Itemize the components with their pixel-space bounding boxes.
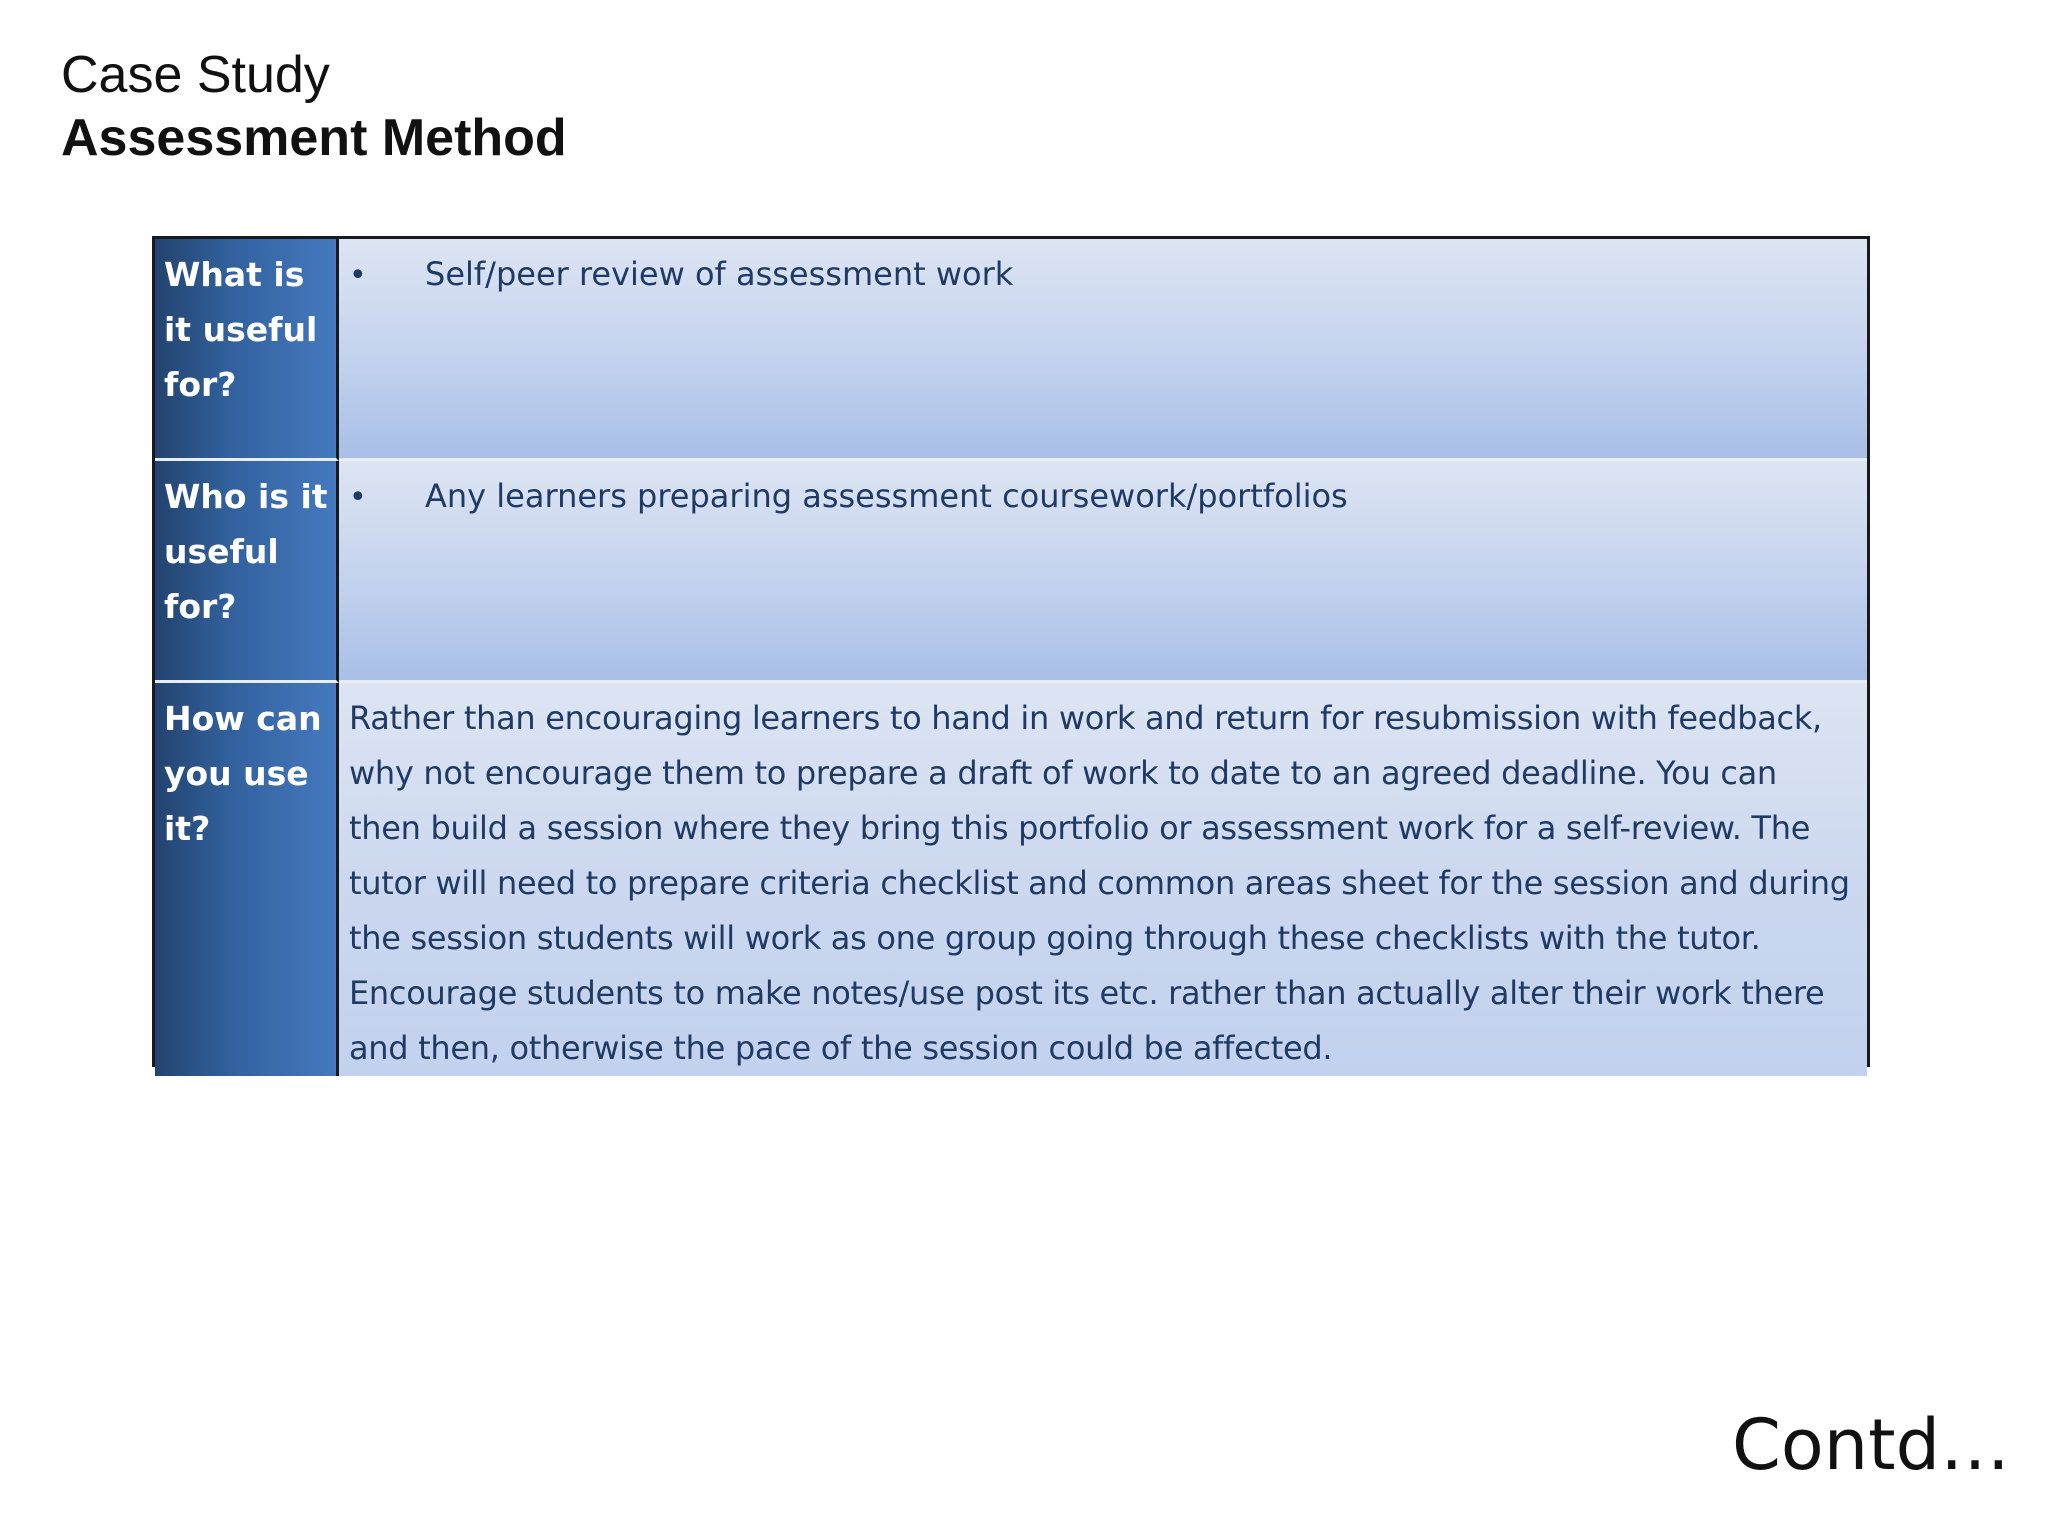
list-item xyxy=(349,469,1857,525)
row-content-what xyxy=(339,239,1867,461)
list-item xyxy=(349,247,1857,303)
bullet-icon: • xyxy=(349,258,367,293)
row-header-who: Who is it useful for? xyxy=(155,461,339,683)
row-content-what-text: Self/peer review of assessment work xyxy=(425,255,1014,293)
contd-label: Contd… xyxy=(1732,1404,2010,1486)
slide-title xyxy=(61,44,567,171)
title-assessment-method: Assessment Method xyxy=(61,109,567,168)
row-header-how: How can you use it? xyxy=(155,683,339,1076)
row-content-who xyxy=(339,461,1867,683)
row-header-what: What is it useful for? xyxy=(155,239,339,461)
bullet-icon: • xyxy=(349,480,367,515)
title-case-study: Case Study xyxy=(61,46,330,104)
row-content-who-text: Any learners preparing assessment coursework/portfolios xyxy=(425,477,1348,515)
row-content-how: Rather than encouraging learners to hand in work and return for resubmission with feedback, why not encourage them to prepare a draft of work to date to an agreed deadline. You can then build a session where they bring this portfolio or assessment work for a self-review. The tutor will need to prepare criteria checklist and common areas sheet for the session and during the session students will work as one group going through these checklists with the tutor. Encourage students to make notes/use post its etc. rather than actually alter their work there and then, otherwise the pace of the session could be affected. xyxy=(339,683,1867,1076)
assessment-method-table xyxy=(152,236,1870,1067)
